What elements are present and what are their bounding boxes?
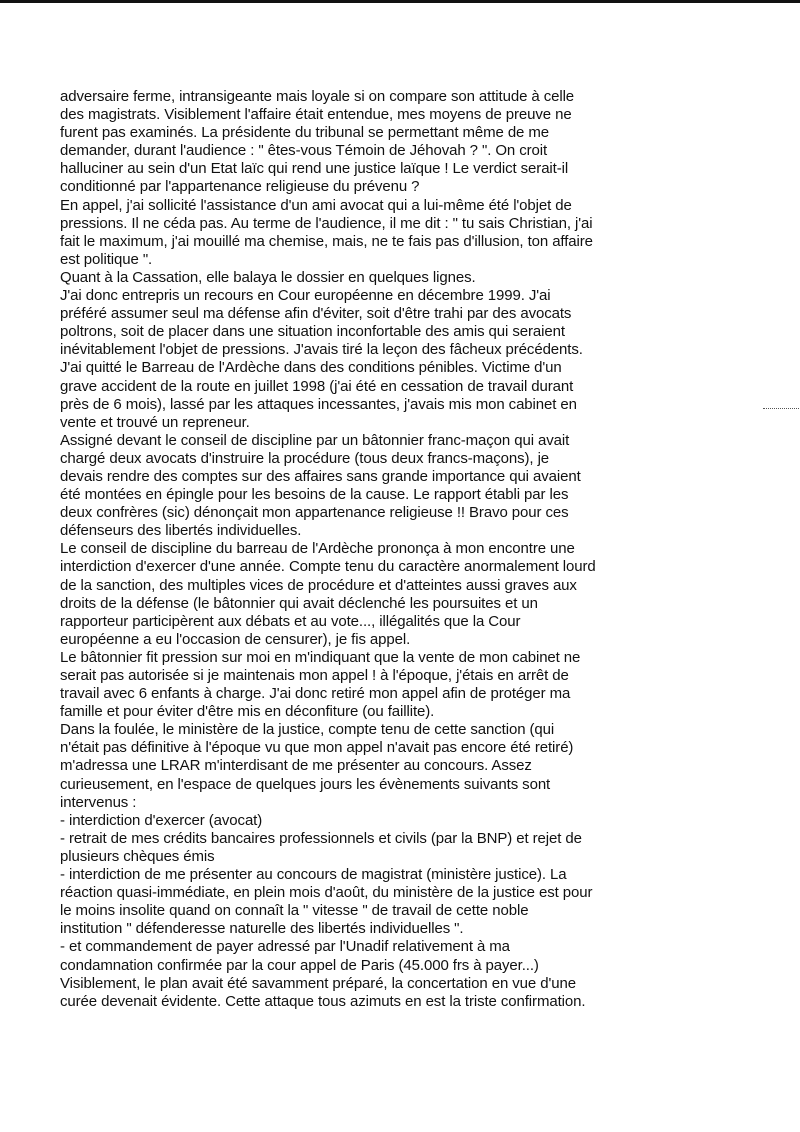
text-line: curieusement, en l'espace de quelques jours les évènements suivants sont bbox=[60, 775, 551, 793]
text-line: curée devenait évidente. Cette attaque tous azimuts en est la triste confirmation. bbox=[60, 992, 586, 1010]
text-line: - retrait de mes crédits bancaires professionnels et civils (par la BNP) et rejet de bbox=[60, 829, 582, 847]
document-body bbox=[60, 88, 712, 1011]
top-border-rule bbox=[0, 0, 800, 3]
text-line: européenne a eu l'occasion de censurer), je fis appel. bbox=[60, 630, 411, 648]
text-line: fait le maximum, j'ai mouillé ma chemise, mais, ne te fais pas d'illusion, ton affaire bbox=[60, 232, 593, 250]
text-line: famille et pour éviter d'être mis en déconfiture (ou faillite). bbox=[60, 703, 435, 721]
text-line: halluciner au sein d'un Etat laïc qui rend une justice laïque ! Le verdict serait-il bbox=[60, 160, 569, 178]
text-line: deux confrères (sic) dénonçait mon appartenance religieuse !! Bravo pour ces bbox=[60, 504, 569, 522]
text-line: m'adressa une LRAR m'interdisant de me présenter au concours. Assez bbox=[60, 757, 532, 775]
text-line: chargé deux avocats d'instruire la procédure (tous deux francs-maçons), je bbox=[60, 449, 550, 467]
scan-speck bbox=[763, 408, 800, 411]
text-line: été montées en épingle pour les besoins de la cause. Le rapport établi par les bbox=[60, 486, 569, 504]
text-line: de la sanction, des multiples vices de procédure et d'atteintes aussi graves aux bbox=[60, 576, 577, 594]
text-line: Dans la foulée, le ministère de la justice, compte tenu de cette sanction (qui bbox=[60, 721, 555, 739]
text-line: En appel, j'ai sollicité l'assistance d'un ami avocat qui a lui-même été l'objet de bbox=[60, 196, 572, 214]
text-line: demander, durant l'audience : " êtes-vous Témoin de Jéhovah ? ". On croit bbox=[60, 142, 548, 160]
text-line: réaction quasi-immédiate, en plein mois d'août, du ministère de la justice est pour bbox=[60, 884, 593, 902]
text-line: préféré assumer seul ma défense afin d'éviter, soit d'être trahi par des avocats bbox=[60, 305, 572, 323]
text-line: interdiction d'exercer d'une année. Compte tenu du caractère anormalement lourd bbox=[60, 558, 596, 576]
text-line: conditionné par l'appartenance religieuse du prévenu ? bbox=[60, 178, 420, 196]
text-line: furent pas examinés. La présidente du tribunal se permettant même de me bbox=[60, 124, 550, 142]
text-line: inévitablement l'objet de pressions. J'avais tiré la leçon des fâcheux précédents. bbox=[60, 341, 583, 359]
text-line: Quant à la Cassation, elle balaya le dossier en quelques lignes. bbox=[60, 268, 476, 286]
text-line: - interdiction de me présenter au concours de magistrat (ministère justice). La bbox=[60, 866, 567, 884]
text-line: condamnation confirmée par la cour appel de Paris (45.000 frs à payer...) bbox=[60, 956, 539, 974]
text-line: plusieurs chèques émis bbox=[60, 847, 215, 865]
text-line: - interdiction d'exercer (avocat) bbox=[60, 811, 263, 829]
text-line: rapporteur participèrent aux débats et au vote..., illégalités que la Cour bbox=[60, 612, 521, 630]
text-line: est politique ". bbox=[60, 250, 153, 268]
text-line: adversaire ferme, intransigeante mais loyale si on compare son attitude à celle bbox=[60, 88, 575, 105]
text-line: grave accident de la route en juillet 1998 (j'ai été en cessation de travail durant bbox=[60, 377, 574, 395]
text-line: Assigné devant le conseil de discipline par un bâtonnier franc-maçon qui avait bbox=[60, 431, 570, 449]
text-line: institution " défenderesse naturelle des libertés individuelles ". bbox=[60, 920, 464, 938]
text-line: Le conseil de discipline du barreau de l'Ardèche prononça à mon encontre une bbox=[60, 540, 575, 558]
text-line: des magistrats. Visiblement l'affaire était entendue, mes moyens de preuve ne bbox=[60, 106, 572, 124]
text-line: près de 6 mois), lassé par les attaques incessantes, j'avais mis mon cabinet en bbox=[60, 395, 577, 413]
text-line: intervenus : bbox=[60, 793, 137, 811]
text-line: - et commandement de payer adressé par l'Unadif relativement à ma bbox=[60, 938, 510, 956]
text-line: devais rendre des comptes sur des affaires sans grande importance qui avaient bbox=[60, 467, 581, 485]
text-line: Le bâtonnier fit pression sur moi en m'indiquant que la vente de mon cabinet ne bbox=[60, 648, 581, 666]
text-line: J'ai quitté le Barreau de l'Ardèche dans des conditions pénibles. Victime d'un bbox=[60, 359, 562, 377]
text-line: serait pas autorisée si je maintenais mon appel ! à l'époque, j'étais en arrêt de bbox=[60, 667, 569, 684]
text-line: poltrons, soit de placer dans une situation inconfortable des amis qui seraient bbox=[60, 323, 565, 341]
text-line: pressions. Il ne céda pas. Au terme de l'audience, il me dit : " tu sais Christian, j'ai bbox=[60, 214, 593, 232]
text-line: J'ai donc entrepris un recours en Cour européenne en décembre 1999. J'ai bbox=[60, 287, 551, 305]
text-line: le moins insolite quand on connaît la " vitesse " de travail de cette noble bbox=[60, 902, 529, 920]
text-line: Visiblement, le plan avait été savamment préparé, la concertation en vue d'une bbox=[60, 974, 576, 992]
text-line: droits de la défense (le bâtonnier qui avait déclenché les poursuites et un bbox=[60, 594, 538, 612]
text-line: défenseurs des libertés individuelles. bbox=[60, 522, 302, 540]
text-line: vente et trouvé un repreneur. bbox=[60, 413, 250, 431]
text-line: n'était pas définitive à l'époque vu que mon appel n'avait pas encore été retiré) bbox=[60, 739, 574, 757]
text-line: travail avec 6 enfants à charge. J'ai donc retiré mon appel afin de protéger ma bbox=[60, 685, 571, 703]
